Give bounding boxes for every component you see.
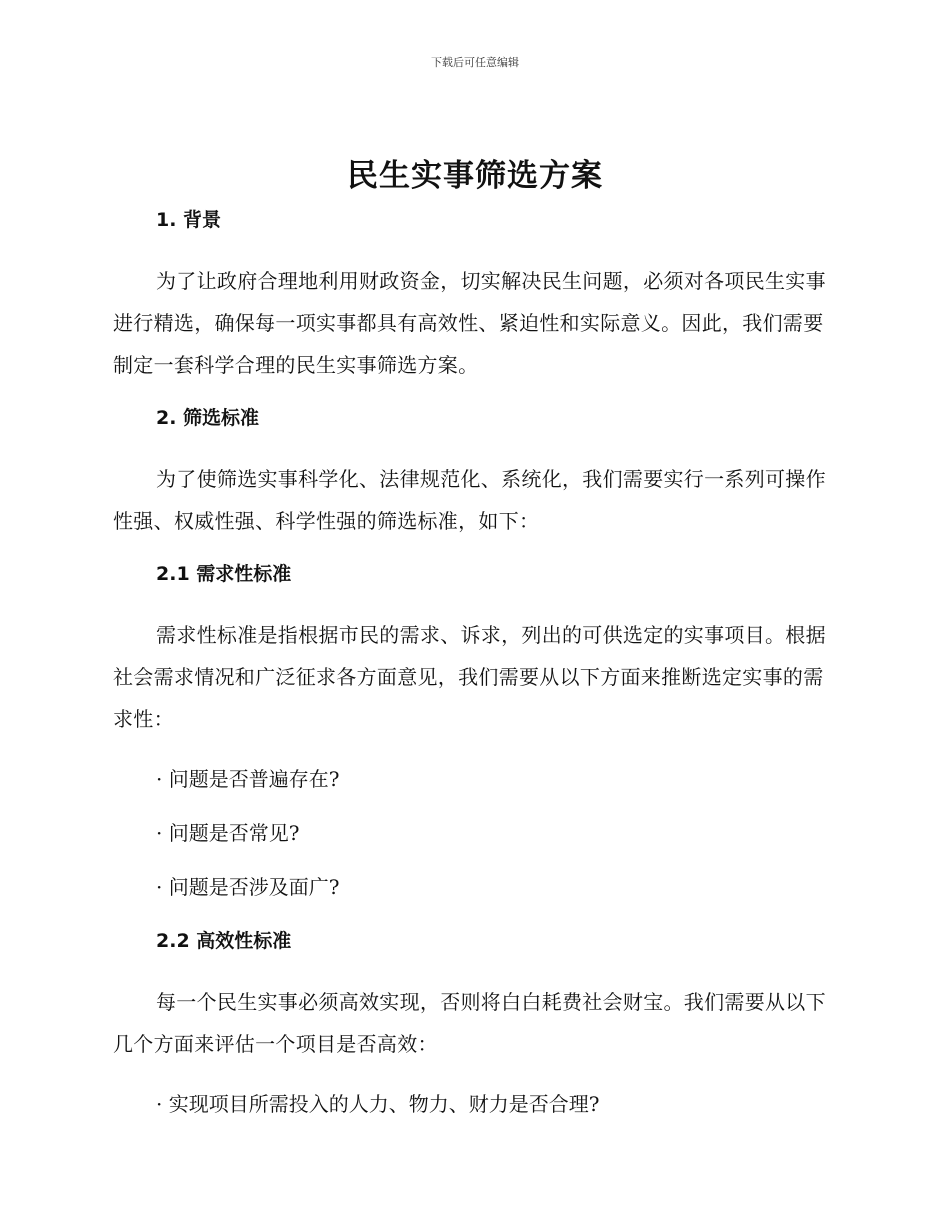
header-note: 下载后可任意编辑: [431, 56, 519, 69]
list-item: · 问题是否涉及面广?: [156, 875, 340, 899]
heading-criteria: 2. 筛选标准: [156, 407, 260, 429]
list-item: · 问题是否普遍存在?: [156, 767, 340, 791]
paragraph-background: 为了让政府合理地利用财政资金，切实解决民生问题，必须对各项民生实事进行精选，确保每一项实事都具有高效性、紧迫性和实际意义。因此，我们需要制定一套科学合理的民生实事筛选方案。: [113, 269, 826, 377]
list-item: · 问题是否常见?: [156, 821, 300, 845]
heading-background: 1. 背景: [156, 209, 222, 231]
heading-efficiency-criteria: 2.2 高效性标准: [156, 930, 292, 952]
page-title: 民生实事筛选方案: [347, 158, 603, 194]
heading-demand-criteria: 2.1 需求性标准: [156, 563, 292, 585]
paragraph-efficiency-criteria: 每一个民生实事必须高效实现，否则将白白耗费社会财宝。我们需要从以下几个方面来评估一个项目是否高效：: [113, 990, 826, 1056]
list-item: · 实现项目所需投入的人力、物力、财力是否合理?: [156, 1092, 600, 1116]
paragraph-criteria: 为了使筛选实事科学化、法律规范化、系统化，我们需要实行一系列可操作性强、权威性强、科学性强的筛选标准，如下：: [113, 467, 826, 533]
document-body: [113, 205, 838, 1119]
paragraph-demand-criteria: 需求性标准是指根据市民的需求、诉求，列出的可供选定的实事项目。根据社会需求情况和广泛征求各方面意见，我们需要从以下方面来推断选定实事的需求性：: [113, 623, 826, 731]
